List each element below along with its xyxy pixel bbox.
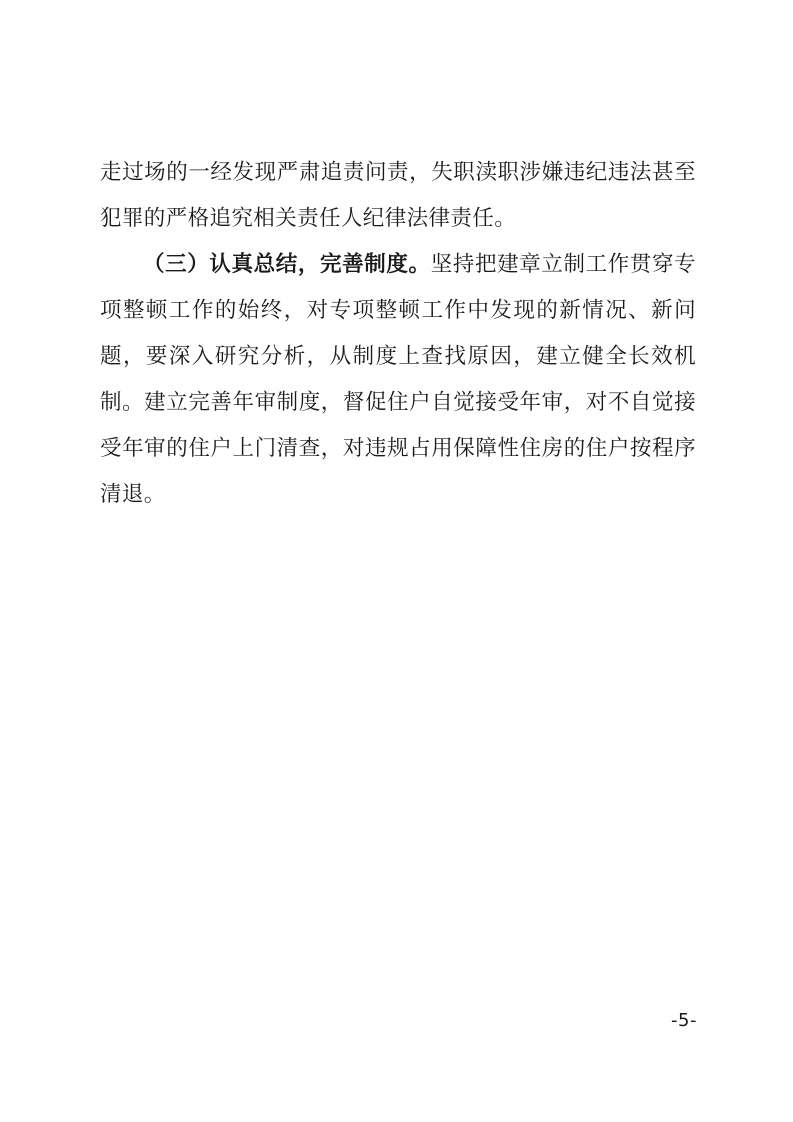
paragraph-heading: （三）认真总结，完善制度。 [143, 252, 431, 277]
paragraph-section-three [100, 242, 696, 518]
paragraph-text: 坚持把建章立制工作贯穿专项整顿工作的始终，对专项整顿工作中发现的新情况、新问题，要深入研究分析，从制度上查找原因，建立健全长效机制。建立完善年审制度，督促住户自觉接受年审，对不自觉接受年审的住户上门清查，对违规占用保障性住房的住户按程序清退。 [100, 252, 697, 507]
paragraph-text: 走过场的一经发现严肃追责问责，失职渎职涉嫌违纪违法甚至犯罪的严格追究相关责任人纪律法律责任。 [100, 160, 696, 231]
paragraph-continued [100, 150, 696, 242]
page-number: -5- [671, 1010, 697, 1031]
document-body [100, 150, 696, 518]
